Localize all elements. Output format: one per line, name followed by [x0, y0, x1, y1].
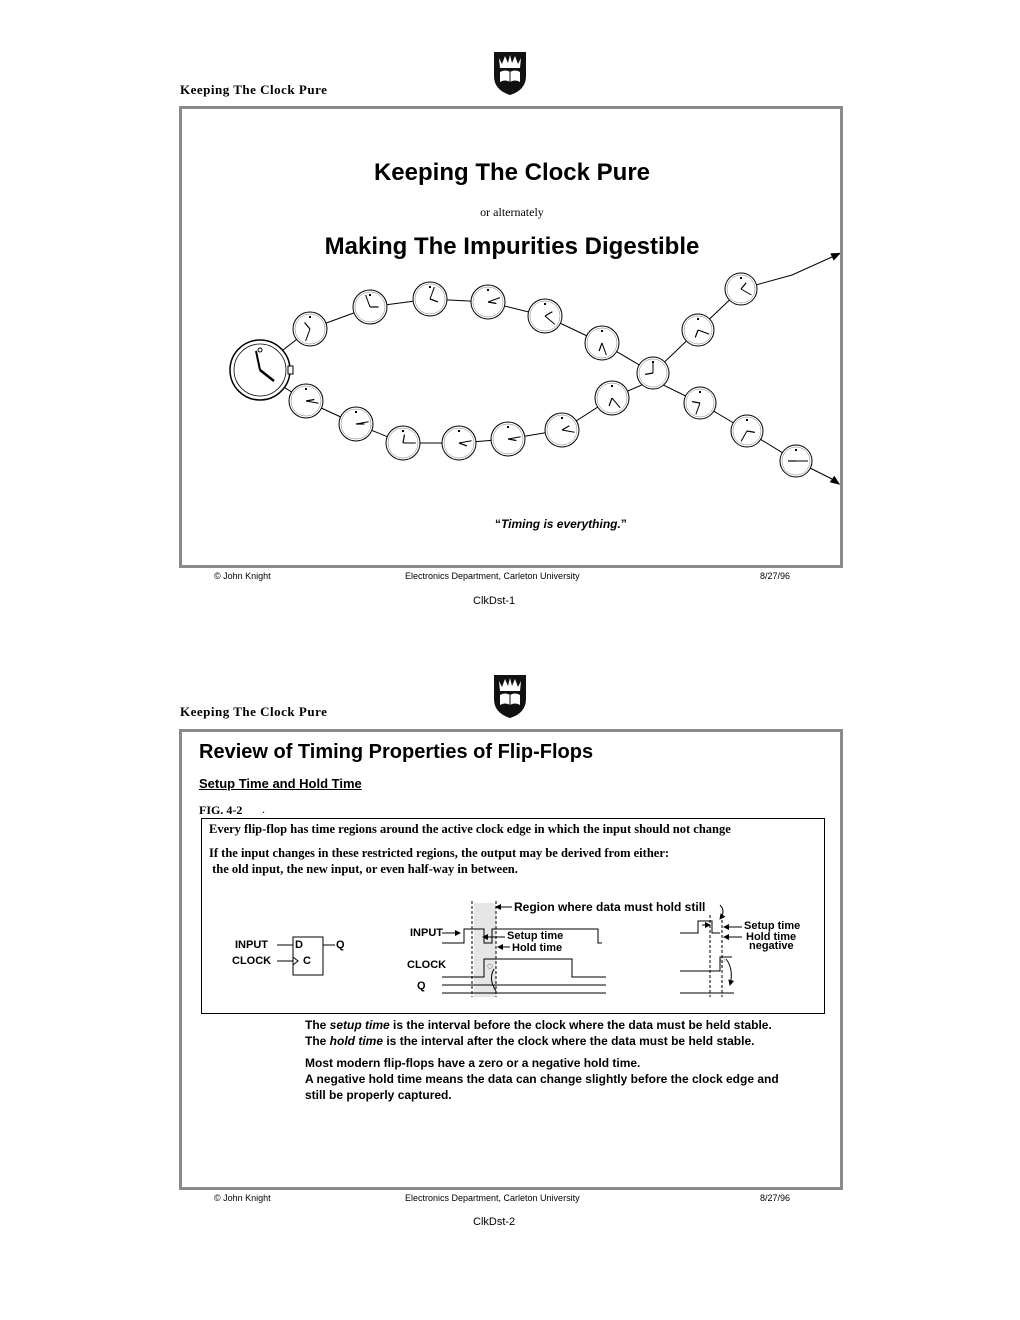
- body-hold-pre: The: [305, 1034, 330, 1048]
- clock-face-icon: [595, 381, 629, 415]
- ff-q-label: Q: [336, 939, 345, 951]
- slide-subtitle: Setup Time and Hold Time: [199, 776, 362, 791]
- clock-face-icon: [637, 357, 669, 389]
- clock-face-icon: [353, 290, 387, 324]
- slide-2: [179, 729, 843, 1190]
- setup-time-right-label: Setup time: [744, 920, 801, 932]
- running-header: Keeping The Clock Pure: [180, 82, 328, 97]
- negative-label: negative: [749, 940, 794, 952]
- clock-face-icon: [289, 384, 323, 418]
- quote: [495, 517, 627, 531]
- figure-label: FIG. 4-2: [199, 803, 243, 817]
- quote-text: Timing is everything.: [501, 517, 621, 531]
- body-hold-em: hold time: [329, 1034, 384, 1048]
- footer-date: 8/27/96: [760, 571, 791, 581]
- clock-face-icon: [442, 426, 476, 460]
- chain-arrow-icon: [830, 476, 840, 488]
- slide-title: Keeping The Clock Pure: [373, 159, 651, 186]
- clock-face-icon: [528, 299, 562, 333]
- clock-face-icon: [339, 407, 373, 441]
- page-id: ClkDst-1: [473, 595, 516, 607]
- clock-face-icon: [684, 387, 716, 419]
- footer-author: © John Knight: [214, 571, 271, 581]
- region-label: Region where data must hold still: [514, 900, 706, 914]
- slide-subtitle: or alternately: [480, 205, 544, 219]
- body-line-5: still be properly captured.: [305, 1088, 452, 1102]
- footer-date: 8/27/96: [760, 1193, 791, 1203]
- figure-line-2: If the input changes in these restricted regions, the output may be derived from either:: [209, 846, 670, 860]
- timing-diagram: [202, 819, 824, 1013]
- footer-author: © John Knight: [214, 1193, 271, 1203]
- clock-chain-illustration: [182, 109, 840, 565]
- body-setup-post: is the interval before the clock where the data must be held stable.: [389, 1018, 772, 1032]
- ff-clock-label: CLOCK: [232, 955, 272, 967]
- running-header: Keeping The Clock Pure: [180, 704, 328, 719]
- body-line-4: A negative hold time means the data can change slightly before the clock edge and: [305, 1072, 779, 1086]
- clock-face-icon: [731, 415, 763, 447]
- clock-edge-mark-right: ◌: [720, 955, 726, 965]
- clock-face-icon: [413, 282, 447, 316]
- clock-face-icon: [725, 273, 757, 305]
- body-setup-pre: The: [305, 1018, 330, 1032]
- chain-arrow-icon: [830, 249, 840, 260]
- wave-q-label: Q: [417, 980, 426, 992]
- slide-1: [179, 106, 843, 568]
- figure-box: [201, 818, 825, 1014]
- body-line-3: Most modern flip-flops have a zero or a negative hold time.: [305, 1056, 641, 1070]
- figure-line-3: the old input, the new input, or even half-way in between.: [209, 862, 518, 876]
- slide-title: Review of Timing Properties of Flip-Flops: [199, 741, 594, 763]
- clock-face-icon: [585, 326, 619, 360]
- ff-input-label: INPUT: [235, 939, 268, 951]
- figure-line-1: Every flip-flop has time regions around the active clock edge in which the input should not change: [209, 822, 731, 836]
- body-setup-em: setup time: [329, 1018, 390, 1032]
- university-crest-icon: [492, 50, 528, 96]
- body-setup-line: [305, 1018, 772, 1032]
- clock-face-icon: [471, 285, 505, 319]
- clock-face-icon: [682, 314, 714, 346]
- setup-time-label: Setup time: [507, 930, 564, 942]
- hold-time-label: Hold time: [512, 942, 563, 954]
- figure-label-dot: .: [262, 802, 265, 816]
- quote-open: “: [495, 517, 501, 531]
- wave-clock-label: CLOCK: [407, 959, 447, 971]
- clock-face-icon: [780, 445, 812, 477]
- body-hold-line: [305, 1034, 754, 1048]
- clock-face-icon: [386, 426, 420, 460]
- wave-input-label: INPUT: [410, 927, 443, 939]
- ff-d-label: D: [295, 939, 303, 951]
- page-id: ClkDst-2: [473, 1216, 516, 1228]
- hold-region-shade: [474, 903, 496, 997]
- footer-department: Electronics Department, Carleton University: [405, 571, 580, 581]
- quote-close: ”: [620, 517, 627, 531]
- slide-title-2: Making The Impurities Digestible: [324, 233, 700, 260]
- clock-face-icon: [293, 312, 327, 346]
- body-hold-post: is the interval after the clock where the data must be held stable.: [383, 1034, 755, 1048]
- university-crest-icon: [492, 673, 528, 719]
- clock-face-icon: [491, 422, 525, 456]
- footer-department: Electronics Department, Carleton University: [405, 1193, 580, 1203]
- clock-face-icon: [545, 413, 579, 447]
- hold-time-right-label: Hold time: [746, 931, 797, 943]
- ff-c-label: C: [303, 955, 311, 967]
- clock-edge-mark: ◌: [487, 961, 493, 972]
